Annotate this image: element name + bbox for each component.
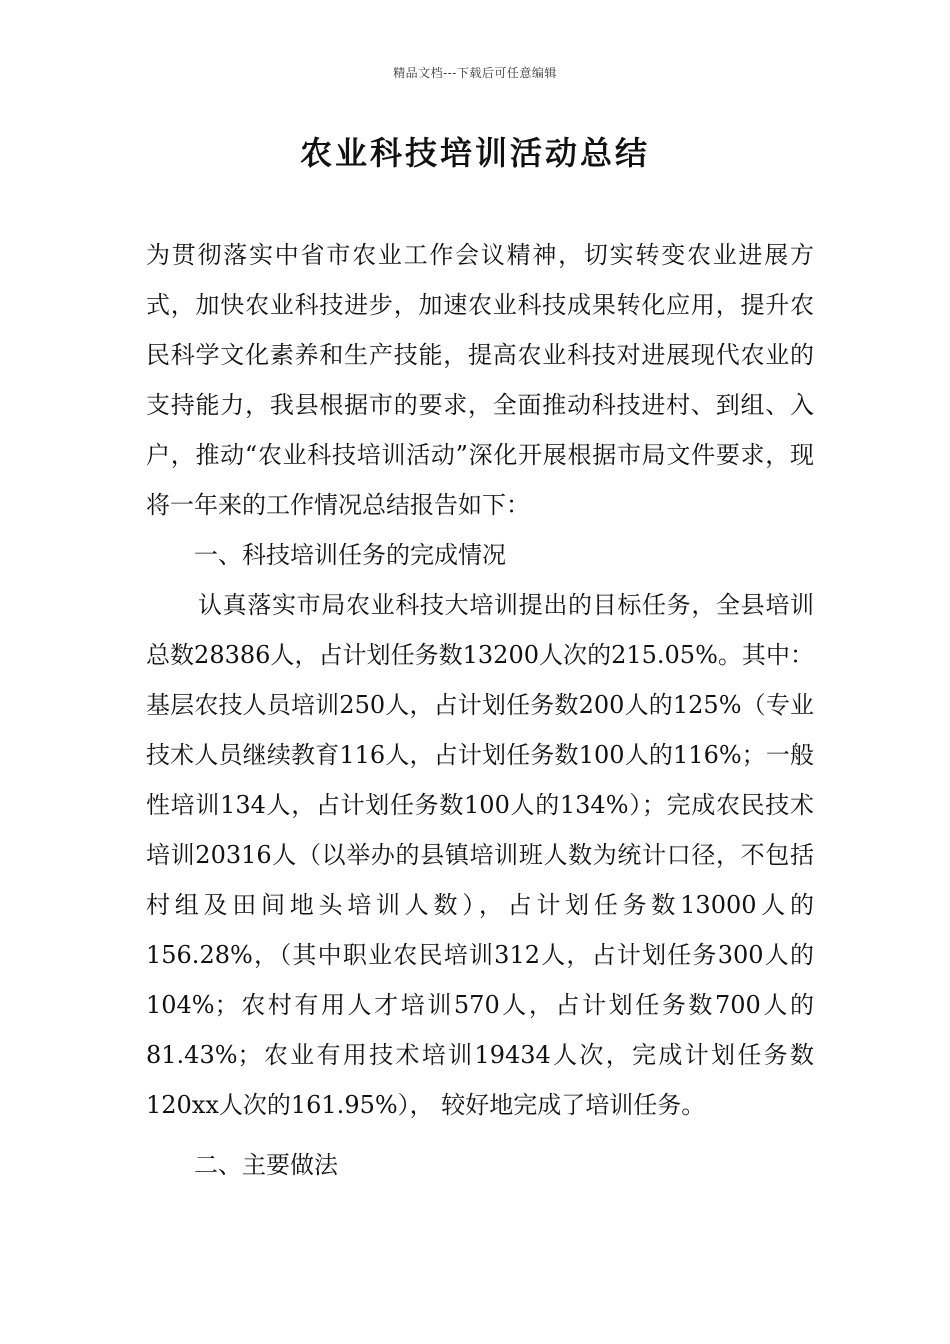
- header-note: 精品文档---下载后可任意编辑: [393, 66, 557, 80]
- intro-paragraph: 为贯彻落实中省市农业工作会议精神，切实转变农业进展方式，加快农业科技进步，加速农业科技成果转化应用，提升农民科学文化素养和生产技能，提高农业科技对进展现代农业的支持能力，我县根据市的要求，全面推动科技进村、到组、入户，推动“农业科技培训活动”深化开展根据市局文件要求，现将一年来的工作情况总结报告如下：: [146, 241, 814, 519]
- document-body: [146, 230, 814, 1190]
- section-heading-2: 二、主要做法: [194, 1151, 338, 1179]
- document-title: 农业科技培训活动总结: [299, 134, 650, 172]
- section-heading-1: 一、科技培训任务的完成情况: [194, 541, 506, 569]
- section-paragraph-1: 认真落实市局农业科技大培训提出的目标任务，全县培训总数28386人，占计划任务数13200人次的215.05%。其中：基层农技人员培训250人，占计划任务数200人的125%（专业技术人员继续教育116人，占计划任务数100人的116%；一般性培训134人，占计划任务数100人的134%）；完成农民技术培训20316人（以举办的县镇培训班人数为统计口径，不包括村组及田间地头培训人数），占计划任务数13000人的156.28%，（其中职业农民培训312人，占计划任务300人的104%；农村有用人才培训570人，占计划任务数700人的81.43%；农业有用技术培训19434人次，完成计划任务数120xx人次的161.95%）， 较好地完成了培训任务。: [146, 591, 814, 1119]
